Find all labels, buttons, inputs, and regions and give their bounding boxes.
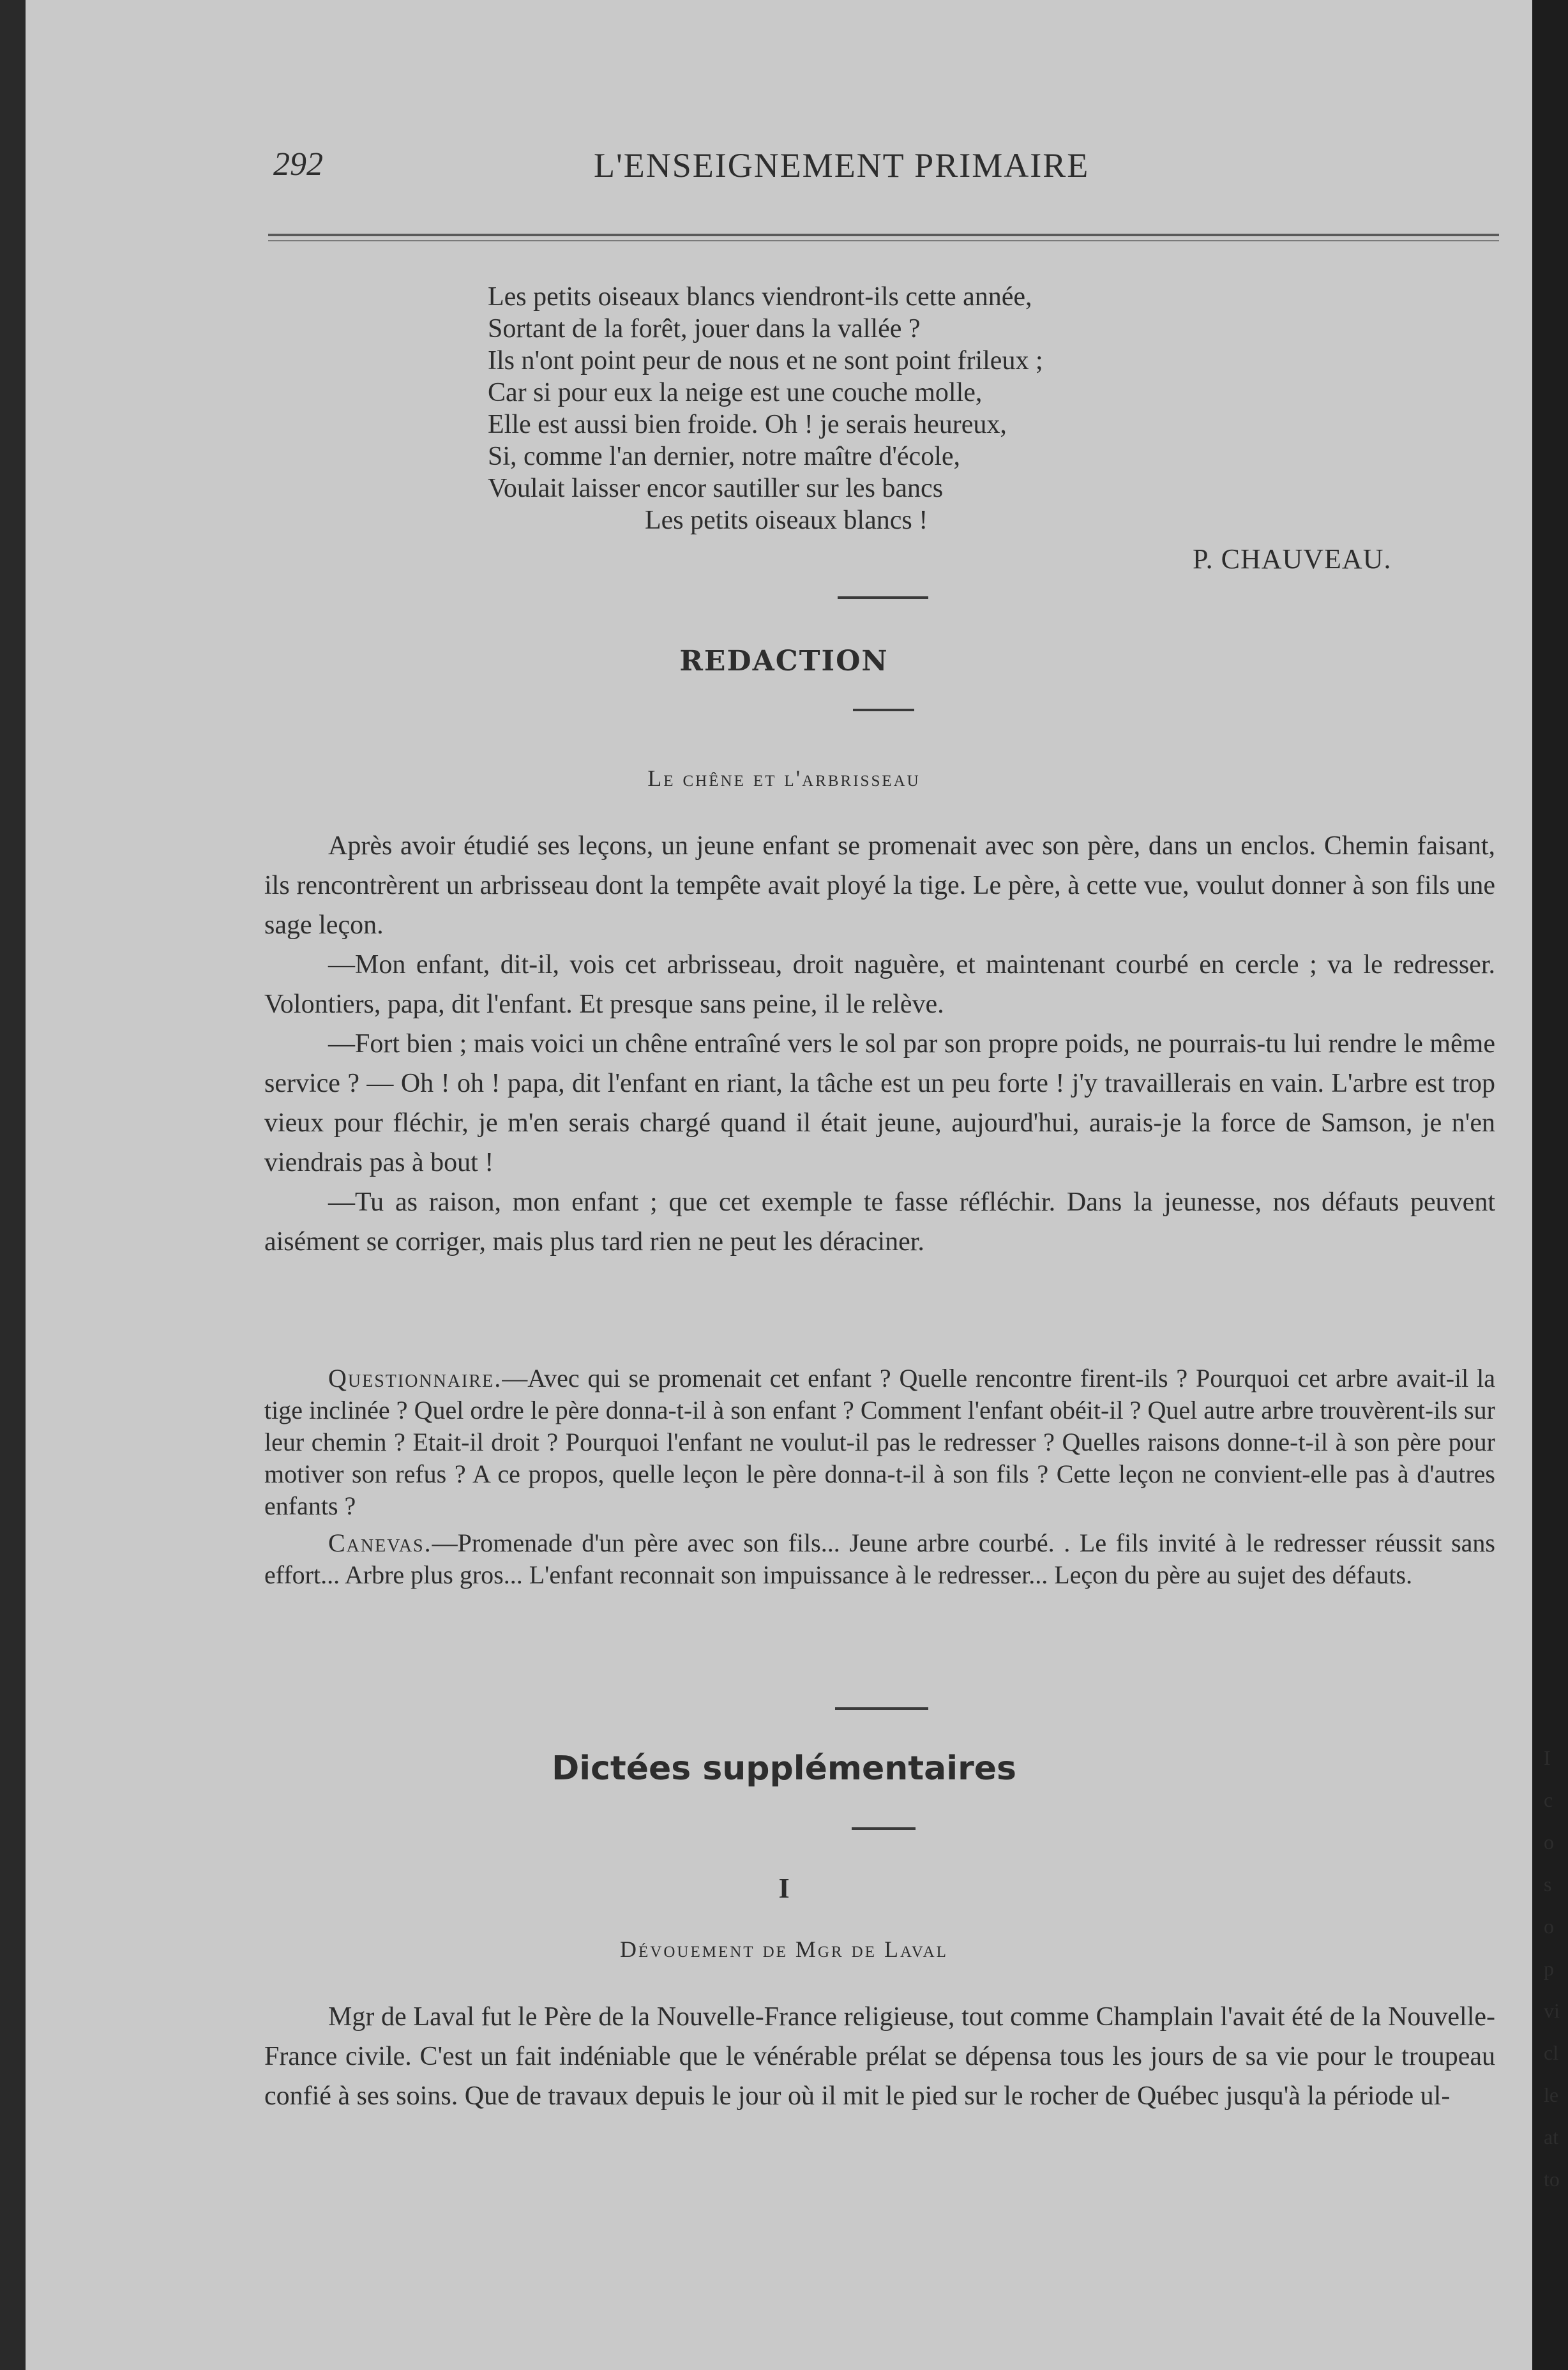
poem-line: Car si pour eux la neige est une couche molle, <box>488 378 983 407</box>
facing-page-fragments <box>1544 1737 1563 2200</box>
section-divider <box>838 596 928 599</box>
questionnaire <box>264 1362 1495 1522</box>
fragment: p <box>1544 1957 1554 1980</box>
fragment: o <box>1544 1915 1554 1938</box>
fragment: o <box>1544 1830 1554 1853</box>
fragment: to <box>1544 2168 1560 2191</box>
redaction-heading: REDACTION <box>679 645 889 677</box>
dictee-body <box>264 1997 1495 2116</box>
header-rule <box>268 234 1499 236</box>
fragment: cl <box>1544 2041 1559 2064</box>
poem-line: Sortant de la forêt, jouer dans la vallée ? <box>488 314 921 343</box>
section-divider <box>835 1707 928 1710</box>
redaction-body <box>264 826 1495 1262</box>
paragraph: Après avoir étudié ses leçons, un jeune enfant se promenait avec son père, dans un enclos. Chemin faisant, ils rencontrèrent un arbrisseau dont la tempête avait ployé la tige. Le père, à cette vue, voulut donner à son fils une sage leçon. <box>264 831 1495 940</box>
fragment: vi <box>1544 1999 1560 2022</box>
heading-divider <box>852 1827 916 1830</box>
poem-line: Voulait laisser encor sautiller sur les bancs <box>488 474 944 503</box>
paragraph: —Tu as raison, mon enfant ; que cet exemple te fasse réfléchir. Dans la jeunesse, nos défauts peuvent aisément se corriger, mais plus tard rien ne peut les déraciner. <box>264 1188 1495 1257</box>
page-number: 292 <box>273 146 323 183</box>
canevas-text: —Promenade d'un père avec son fils... Jeune arbre courbé. . Le fils invité à le redresser réussit sans effort... Arbre plus gros... L'enfant reconnait son impuissance à le redresser... Leçon du père au sujet des défauts. <box>264 1528 1495 1589</box>
poem-author: P. CHAUVEAU. <box>1193 543 1392 575</box>
dictees-heading: Dictées supplémentaires <box>552 1749 1016 1788</box>
paragraph: Mgr de Laval fut le Père de la Nouvelle-France religieuse, tout comme Champlain l'avait été de la Nouvelle-France civile. C'est un fait indéniable que le vénérable prélat se dépensa tous les jours de sa vie pour le troupeau confié à ses soins. Que de travaux depuis le jour où il mit le pied sur le rocher de Québec jusqu'à la période ul- <box>264 2002 1495 2111</box>
canevas-label: Canevas. <box>328 1528 432 1557</box>
fragment: c <box>1544 1788 1553 1811</box>
fragment: le <box>1544 2083 1559 2106</box>
running-title: L'ENSEIGNEMENT PRIMAIRE <box>594 146 1090 185</box>
fragment: I <box>1544 1746 1551 1769</box>
exercises <box>264 1362 1495 1591</box>
redaction-subtitle: Le chêne et l'arbrisseau <box>647 766 921 791</box>
dictee-number: I <box>778 1873 790 1904</box>
heading-divider <box>853 709 914 711</box>
canevas <box>264 1527 1495 1591</box>
poem-line: Si, comme l'an dernier, notre maître d'école, <box>488 442 961 471</box>
questionnaire-text: —Avec qui se promenait cet enfant ? Quelle rencontre firent-ils ? Pourquoi cet arbre avait-il la tige inclinée ? Quel ordre le père donna-t-il à son enfant ? Comment l'enfant obéit-il ? Quel autre arbre trouvèrent-ils sur leur chemin ? Etait-il droit ? Pourquoi l'enfant ne voulut-il pas le redresser ? Quelles raisons donne-t-il à son père pour motiver son refus ? A ce propos, quelle leçon le père donna-t-il à son fils ? Cette leçon ne convient-elle pas à d'autres enfants ? <box>264 1364 1495 1520</box>
paragraph: —Fort bien ; mais voici un chêne entraîné vers le sol par son propre poids, ne pourrais-tu lui rendre le même service ? — Oh ! oh ! papa, dit l'enfant en riant, la tâche est un peu forte ! j'y travaillerais en vain. L'arbre est trop vieux pour fléchir, je m'en serais chargé quand il était jeune, aujourd'hui, aurais-je la force de Samson, je n'en viendrais pas à bout ! <box>264 1029 1495 1177</box>
fragment: at <box>1544 2125 1559 2148</box>
poem-line: Elle est aussi bien froide. Oh ! je serais heureux, <box>488 410 1007 439</box>
poem-line: Ils n'ont point peur de nous et ne sont point frileux ; <box>488 346 1043 375</box>
questionnaire-label: Questionnaire. <box>328 1364 502 1393</box>
header-rule-thin <box>268 240 1499 241</box>
poem <box>488 281 1043 536</box>
fragment: s <box>1544 1873 1552 1896</box>
poem-last-line: Les petits oiseaux blancs ! <box>645 506 928 535</box>
paragraph: —Mon enfant, dit-il, vois cet arbrisseau, droit naguère, et maintenant courbé en cercle ; va le redresser. Volontiers, papa, dit l'enfant. Et presque sans peine, il le relève. <box>264 950 1495 1019</box>
dictee-title: Dévouement de Mgr de Laval <box>620 1936 948 1962</box>
poem-line: Les petits oiseaux blancs viendront-ils cette année, <box>488 282 1032 312</box>
